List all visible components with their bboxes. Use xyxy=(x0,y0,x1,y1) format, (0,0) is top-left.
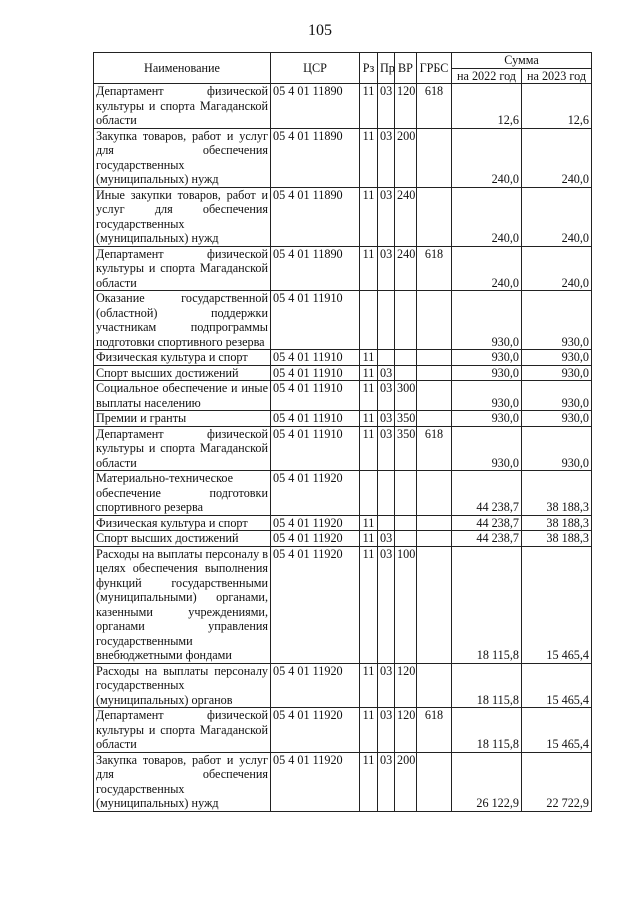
row-vr: 240 xyxy=(395,187,417,246)
row-csr: 05 4 01 11890 xyxy=(271,246,360,291)
row-name: Департамент физической культуры и спорта Магаданской области xyxy=(94,84,271,129)
row-value-2023: 38 188,3 xyxy=(522,531,592,547)
row-pr: 03 xyxy=(378,752,395,811)
row-pr: 03 xyxy=(378,708,395,753)
row-csr: 05 4 01 11890 xyxy=(271,128,360,187)
row-name: Оказание государственной (областной) поддержки участникам подпрограммы подготовки спортивного резерва xyxy=(94,291,271,350)
row-vr xyxy=(395,531,417,547)
row-rz: 11 xyxy=(360,426,378,471)
row-pr: 03 xyxy=(378,246,395,291)
row-name: Расходы на выплаты персоналу в целях обеспечения выполнения функций государственными (муниципальными) органами, казенными учреждениями, органами управления государственными внебюджетными фондами xyxy=(94,546,271,663)
row-vr: 200 xyxy=(395,128,417,187)
row-rz: 11 xyxy=(360,663,378,708)
row-rz: 11 xyxy=(360,246,378,291)
row-name: Закупка товаров, работ и услуг для обеспечения государственных (муниципальных) нужд xyxy=(94,128,271,187)
row-value-2023: 930,0 xyxy=(522,365,592,381)
table-row xyxy=(94,752,592,811)
row-value-2023: 930,0 xyxy=(522,381,592,411)
row-grbs xyxy=(417,411,452,427)
row-rz: 11 xyxy=(360,546,378,663)
row-csr: 05 4 01 11890 xyxy=(271,187,360,246)
row-csr: 05 4 01 11920 xyxy=(271,515,360,531)
row-pr: 03 xyxy=(378,128,395,187)
row-csr: 05 4 01 11910 xyxy=(271,381,360,411)
row-value-2022: 930,0 xyxy=(452,381,522,411)
header-sum: Сумма xyxy=(452,53,592,69)
row-value-2023: 930,0 xyxy=(522,350,592,366)
row-vr: 300 xyxy=(395,381,417,411)
row-rz: 11 xyxy=(360,411,378,427)
row-value-2022: 930,0 xyxy=(452,350,522,366)
row-csr: 05 4 01 11890 xyxy=(271,84,360,129)
row-csr: 05 4 01 11920 xyxy=(271,546,360,663)
budget-table xyxy=(93,52,592,812)
table-row xyxy=(94,246,592,291)
row-name: Физическая культура и спорт xyxy=(94,350,271,366)
row-grbs xyxy=(417,471,452,516)
row-csr: 05 4 01 11920 xyxy=(271,471,360,516)
header-vr: ВР xyxy=(395,53,417,84)
row-csr: 05 4 01 11920 xyxy=(271,531,360,547)
row-pr: 03 xyxy=(378,411,395,427)
row-rz: 11 xyxy=(360,187,378,246)
row-pr xyxy=(378,291,395,350)
row-vr: 120 xyxy=(395,708,417,753)
row-vr xyxy=(395,291,417,350)
table-row xyxy=(94,128,592,187)
row-grbs xyxy=(417,515,452,531)
row-value-2023: 15 465,4 xyxy=(522,708,592,753)
table-row xyxy=(94,365,592,381)
row-rz: 11 xyxy=(360,365,378,381)
row-name: Физическая культура и спорт xyxy=(94,515,271,531)
row-pr: 03 xyxy=(378,546,395,663)
row-name: Спорт высших достижений xyxy=(94,531,271,547)
table-row xyxy=(94,546,592,663)
row-vr: 350 xyxy=(395,426,417,471)
row-grbs xyxy=(417,381,452,411)
row-value-2022: 930,0 xyxy=(452,426,522,471)
table-row xyxy=(94,381,592,411)
row-rz: 11 xyxy=(360,531,378,547)
row-name: Материально-техническое обеспечение подготовки спортивного резерва xyxy=(94,471,271,516)
row-grbs xyxy=(417,291,452,350)
row-value-2022: 930,0 xyxy=(452,291,522,350)
row-pr: 03 xyxy=(378,84,395,129)
row-grbs xyxy=(417,663,452,708)
table-row xyxy=(94,515,592,531)
row-value-2023: 15 465,4 xyxy=(522,546,592,663)
row-grbs xyxy=(417,128,452,187)
row-name: Спорт высших достижений xyxy=(94,365,271,381)
table-row xyxy=(94,291,592,350)
table-row xyxy=(94,531,592,547)
row-name: Департамент физической культуры и спорта Магаданской области xyxy=(94,246,271,291)
row-rz xyxy=(360,291,378,350)
row-name: Иные закупки товаров, работ и услуг для обеспечения государственных (муниципальных) нужд xyxy=(94,187,271,246)
row-pr: 03 xyxy=(378,426,395,471)
row-value-2023: 240,0 xyxy=(522,246,592,291)
row-value-2022: 44 238,7 xyxy=(452,471,522,516)
row-pr: 03 xyxy=(378,531,395,547)
row-grbs: 618 xyxy=(417,84,452,129)
row-value-2023: 930,0 xyxy=(522,426,592,471)
row-value-2023: 930,0 xyxy=(522,291,592,350)
row-value-2022: 240,0 xyxy=(452,187,522,246)
row-csr: 05 4 01 11910 xyxy=(271,365,360,381)
row-grbs xyxy=(417,546,452,663)
row-value-2022: 18 115,8 xyxy=(452,708,522,753)
table-row xyxy=(94,708,592,753)
row-value-2022: 930,0 xyxy=(452,365,522,381)
row-grbs xyxy=(417,365,452,381)
row-vr xyxy=(395,350,417,366)
row-rz: 11 xyxy=(360,350,378,366)
row-value-2023: 12,6 xyxy=(522,84,592,129)
row-value-2023: 22 722,9 xyxy=(522,752,592,811)
row-name: Закупка товаров, работ и услуг для обеспечения государственных (муниципальных) нужд xyxy=(94,752,271,811)
row-name: Социальное обеспечение и иные выплаты населению xyxy=(94,381,271,411)
row-value-2022: 44 238,7 xyxy=(452,531,522,547)
header-year-2023: на 2023 год xyxy=(522,68,592,84)
row-grbs xyxy=(417,350,452,366)
row-pr xyxy=(378,350,395,366)
row-vr: 350 xyxy=(395,411,417,427)
row-rz xyxy=(360,471,378,516)
header-csr: ЦСР xyxy=(271,53,360,84)
row-value-2023: 240,0 xyxy=(522,187,592,246)
row-grbs xyxy=(417,531,452,547)
row-grbs: 618 xyxy=(417,708,452,753)
row-name: Премии и гранты xyxy=(94,411,271,427)
row-value-2023: 15 465,4 xyxy=(522,663,592,708)
row-rz: 11 xyxy=(360,752,378,811)
row-csr: 05 4 01 11920 xyxy=(271,708,360,753)
row-value-2023: 38 188,3 xyxy=(522,515,592,531)
row-csr: 05 4 01 11920 xyxy=(271,752,360,811)
row-rz: 11 xyxy=(360,128,378,187)
row-pr: 03 xyxy=(378,365,395,381)
row-vr: 120 xyxy=(395,663,417,708)
row-value-2023: 930,0 xyxy=(522,411,592,427)
row-value-2022: 930,0 xyxy=(452,411,522,427)
row-value-2023: 38 188,3 xyxy=(522,471,592,516)
header-grbs: ГРБС xyxy=(417,53,452,84)
row-value-2022: 18 115,8 xyxy=(452,663,522,708)
row-pr xyxy=(378,471,395,516)
row-pr: 03 xyxy=(378,381,395,411)
table-body xyxy=(94,84,592,812)
row-name: Департамент физической культуры и спорта Магаданской области xyxy=(94,708,271,753)
table-row xyxy=(94,350,592,366)
row-value-2022: 12,6 xyxy=(452,84,522,129)
row-vr xyxy=(395,365,417,381)
row-csr: 05 4 01 11920 xyxy=(271,663,360,708)
table-row xyxy=(94,663,592,708)
row-value-2022: 18 115,8 xyxy=(452,546,522,663)
row-pr: 03 xyxy=(378,187,395,246)
row-rz: 11 xyxy=(360,708,378,753)
row-value-2022: 44 238,7 xyxy=(452,515,522,531)
row-csr: 05 4 01 11910 xyxy=(271,350,360,366)
table-row xyxy=(94,426,592,471)
row-pr: 03 xyxy=(378,663,395,708)
row-value-2022: 240,0 xyxy=(452,128,522,187)
row-vr: 240 xyxy=(395,246,417,291)
row-value-2022: 240,0 xyxy=(452,246,522,291)
header-row xyxy=(94,53,592,69)
row-value-2022: 26 122,9 xyxy=(452,752,522,811)
row-vr xyxy=(395,471,417,516)
row-grbs: 618 xyxy=(417,426,452,471)
header-name: Наименование xyxy=(94,53,271,84)
header-rz: Рз xyxy=(360,53,378,84)
table-row xyxy=(94,471,592,516)
row-rz: 11 xyxy=(360,84,378,129)
row-csr: 05 4 01 11910 xyxy=(271,291,360,350)
row-name: Расходы на выплаты персоналу государственных (муниципальных) органов xyxy=(94,663,271,708)
row-grbs: 618 xyxy=(417,246,452,291)
row-grbs xyxy=(417,187,452,246)
header-year-2022: на 2022 год xyxy=(452,68,522,84)
row-rz: 11 xyxy=(360,381,378,411)
row-grbs xyxy=(417,752,452,811)
row-rz: 11 xyxy=(360,515,378,531)
row-value-2023: 240,0 xyxy=(522,128,592,187)
table-row xyxy=(94,411,592,427)
table-row xyxy=(94,187,592,246)
row-vr: 120 xyxy=(395,84,417,129)
header-pr: Пр xyxy=(378,53,395,84)
row-pr xyxy=(378,515,395,531)
row-csr: 05 4 01 11910 xyxy=(271,411,360,427)
row-vr: 200 xyxy=(395,752,417,811)
row-vr xyxy=(395,515,417,531)
row-csr: 05 4 01 11910 xyxy=(271,426,360,471)
table-row xyxy=(94,84,592,129)
page-number: 105 xyxy=(308,22,332,39)
row-vr: 100 xyxy=(395,546,417,663)
row-name: Департамент физической культуры и спорта Магаданской области xyxy=(94,426,271,471)
